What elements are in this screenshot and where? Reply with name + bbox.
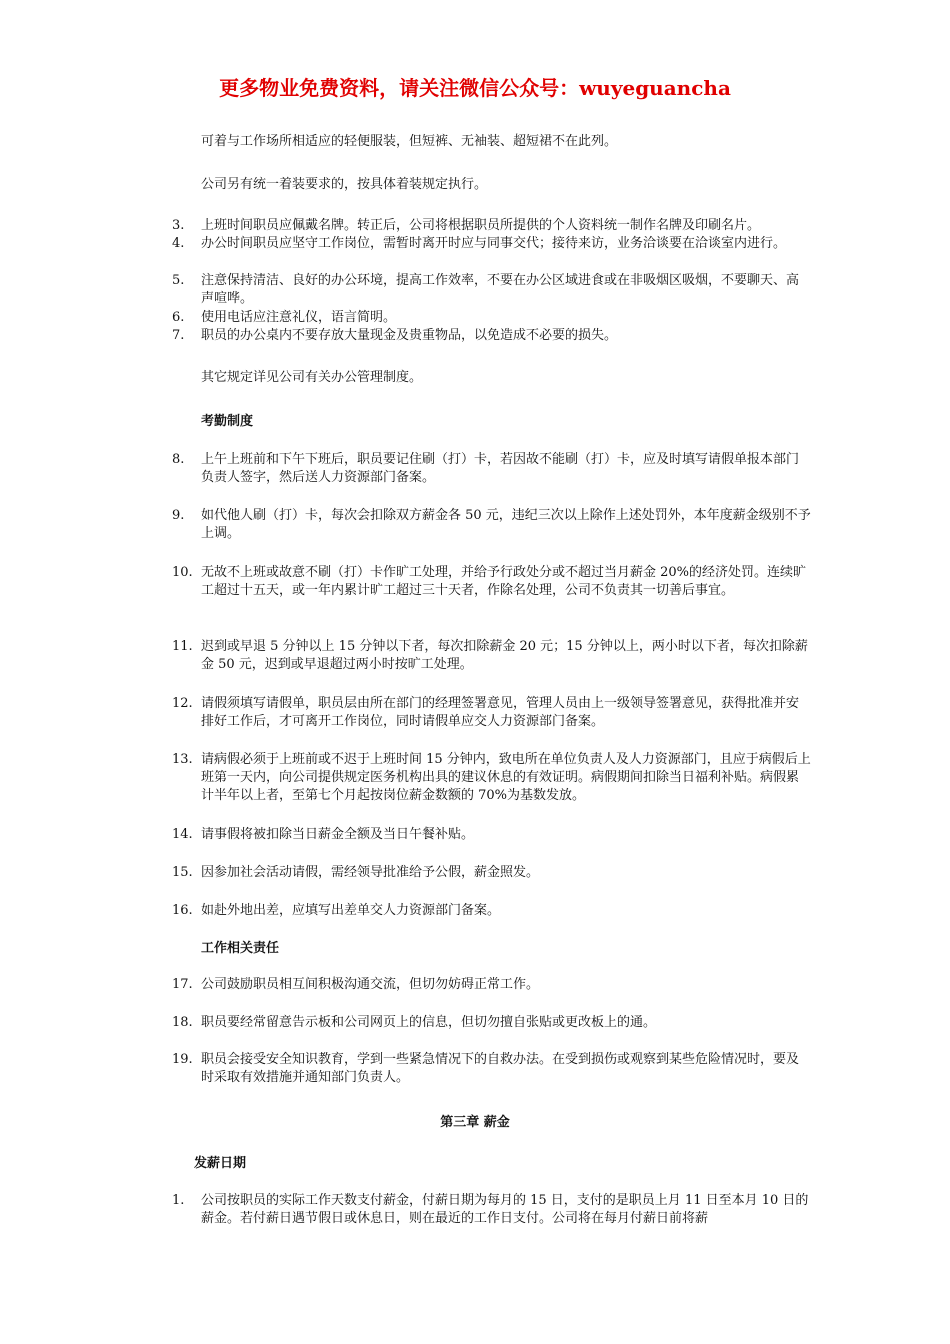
list-text: 如赴外地出差，应填写出差单交人力资源部门备案。 [201, 903, 501, 918]
list-number: 4. [172, 236, 185, 251]
uniform-paragraph: 公司另有统一着装要求的，按具体着装规定执行。 [201, 177, 488, 192]
list-number: 14. [172, 827, 193, 842]
list-number: 15. [172, 865, 193, 880]
pay-date-heading: 发薪日期 [194, 1156, 247, 1171]
other-rules-paragraph: 其它规定详见公司有关办公管理制度。 [201, 370, 423, 385]
list-text: 请假须填写请假单，职员层由所在部门的经理签署意见，管理人员由上一级领导签署意见，获得批准并安排好工作后，才可离开工作岗位，同时请假单应交人力资源部门备案。 [201, 696, 800, 729]
list-text: 迟到或早退 5 分钟以上 15 分钟以下者，每次扣除薪金 20 元；15 分钟以上，两小时以下者，每次扣除薪金 50 元，迟到或早退超过两小时按旷工处理。 [201, 639, 808, 672]
list-text: 公司鼓励职员相互间积极沟通交流，但切勿妨碍正常工作。 [201, 977, 540, 992]
list-text: 职员的办公桌内不要存放大量现金及贵重物品，以免造成不必要的损失。 [201, 328, 618, 343]
list-number: 19. [172, 1052, 193, 1067]
list-number: 12. [172, 696, 193, 711]
list-number: 5. [172, 273, 185, 288]
attendance-heading: 考勤制度 [201, 414, 254, 429]
list-text: 注意保持清洁、良好的办公环境，提高工作效率，不要在办公区域进食或在非吸烟区吸烟，不要聊天、高声喧哗。 [201, 273, 800, 306]
list-text: 上午上班前和下午下班后，职员要记住刷（打）卡，若因故不能刷（打）卡，应及时填写请假单报本部门负责人签字，然后送人力资源部门备案。 [201, 452, 800, 485]
list-text: 职员要经常留意告示板和公司网页上的信息，但切勿擅自张贴或更改板上的通。 [201, 1015, 657, 1030]
list-text: 因参加社会活动请假，需经领导批准给予公假，薪金照发。 [201, 865, 540, 880]
list-text: 上班时间职员应佩戴名牌。转正后，公司将根据职员所提供的个人资料统一制作名牌及印刷名片。 [201, 218, 761, 233]
list-number: 6. [172, 310, 185, 325]
list-number: 1. [172, 1193, 185, 1208]
list-number: 7. [172, 328, 185, 343]
list-number: 11. [172, 639, 193, 654]
list-number: 8. [172, 452, 185, 467]
list-text: 办公时间职员应坚守工作岗位，需暂时离开时应与同事交代；接待来访，业务洽谈要在洽谈室内进行。 [201, 236, 787, 251]
list-number: 10. [172, 565, 193, 580]
work-responsibility-heading: 工作相关责任 [201, 941, 280, 956]
list-number: 17. [172, 977, 193, 992]
list-text: 使用电话应注意礼仪，语言简明。 [201, 310, 397, 325]
list-number: 18. [172, 1015, 193, 1030]
list-number: 9. [172, 508, 185, 523]
list-number: 16. [172, 903, 193, 918]
list-text: 职员会接受安全知识教育，学到一些紧急情况下的自救办法。在受到损伤或观察到某些危险情况时，要及时采取有效措施并通知部门负责人。 [201, 1052, 800, 1085]
list-number: 3. [172, 218, 185, 233]
wechat-banner: 更多物业免费资料，请关注微信公众号：wuyeguancha [219, 76, 731, 100]
list-text: 请病假必须于上班前或不迟于上班时间 15 分钟内，致电所在单位负责人及人力资源部门，且应于病假后上班第一天内，向公司提供规定医务机构出具的建议休息的有效证明。病假期间扣除当日福利补贴。病假累计半年以上者，至第七个月起按岗位薪金数额的 70%为基数发放。 [201, 752, 811, 803]
list-text: 如代他人刷（打）卡，每次会扣除双方薪金各 50 元，违纪三次以上除作上述处罚外，本年度薪金级别不予上调。 [201, 508, 811, 541]
list-text: 公司按职员的实际工作天数支付薪金，付薪日期为每月的 15 日，支付的是职员上月 11 日至本月 10 日的薪金。若付薪日遇节假日或休息日，则在最近的工作日支付。公司将在每月付薪日前将薪 [201, 1193, 809, 1226]
chapter-title: 第三章 薪金 [440, 1115, 510, 1130]
list-number: 13. [172, 752, 193, 767]
list-text: 请事假将被扣除当日薪金全额及当日午餐补贴。 [201, 827, 475, 842]
dress-code-paragraph: 可着与工作场所相适应的轻便服装，但短裤、无袖装、超短裙不在此列。 [201, 134, 618, 149]
list-text: 无故不上班或故意不刷（打）卡作旷工处理，并给予行政处分或不超过当月薪金 20%的经济处罚。连续旷工超过十五天，或一年内累计旷工超过三十天者，作除名处理，公司不负责其一切善后事宜。 [201, 565, 807, 598]
